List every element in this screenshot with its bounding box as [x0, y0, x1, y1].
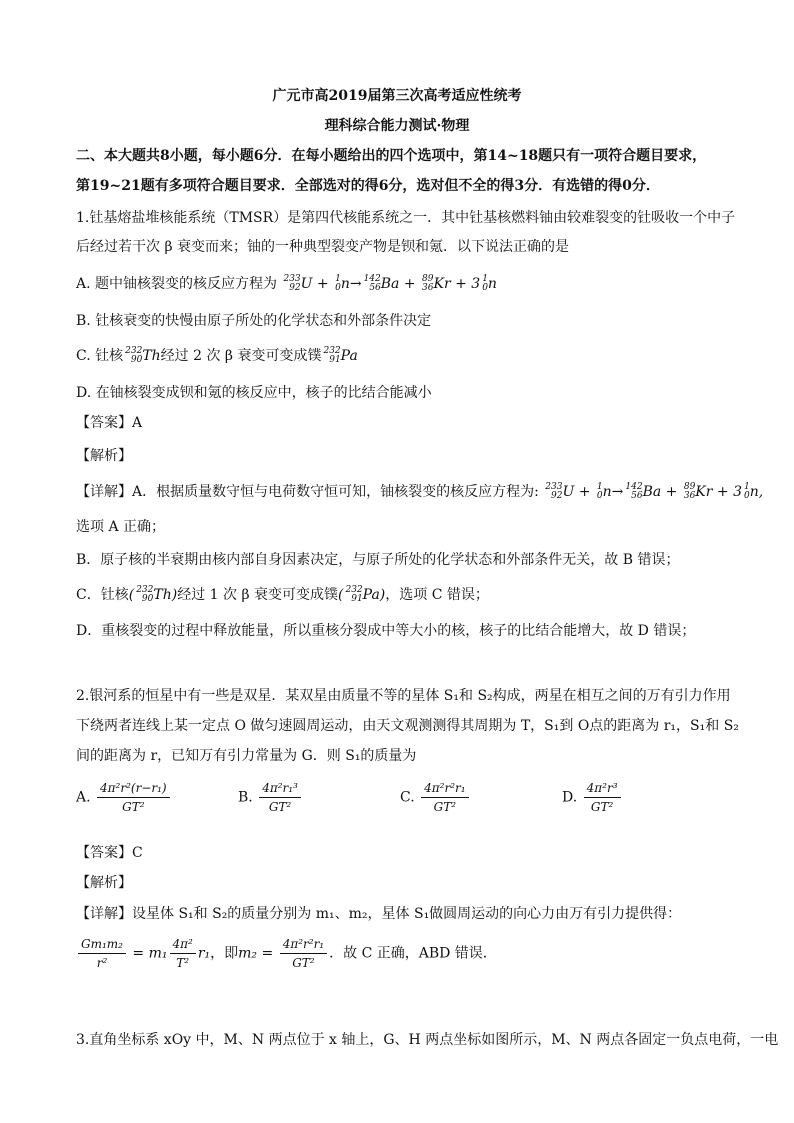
q2-option-d-label: D. [562, 789, 578, 806]
q1-stem-line1: 1.钍基熔盐堆核能系统（TMSR）是第四代核能系统之一．其中钍基核燃料铀由较难裂变的钍吸收一个中子 [76, 210, 736, 226]
q2-option-b-label: B. [238, 789, 253, 806]
q1-detail-c-label: C．钍核 [76, 587, 129, 603]
q1-detail-d: D．重核裂变的过程中释放能量，所以重核分裂成中等大小的核，核子的比结合能增大，故 D 错误； [76, 623, 696, 639]
q1-answer: 【答案】A [76, 415, 143, 431]
q1-option-b: B. 钍核衰变的快慢由原子所处的化学状态和外部条件决定 [76, 313, 432, 329]
q1-option-a [76, 274, 497, 294]
q2-detail-formula-3: $\frac{\text{4π²r²r₁}}{\text{GT²}}$ [280, 937, 327, 970]
q2-stem-line2: 下绕两者连线上某一定点 O 做匀速圆周运动，由天文观测测得其周期为 T，S₁到 O点的距离为 r₁，S₁和 S₂ [76, 718, 739, 734]
q1-detail-c [76, 585, 489, 605]
q2-option-d-formula: $\frac{\text{4π²r³}}{\text{GT²}}$ [584, 781, 621, 814]
q1-detail-line1 [76, 482, 763, 502]
pa-nuclide: 232 91 Pa [323, 346, 358, 365]
pa-nuclide-detail: ( 232 91 Pa) [338, 585, 386, 604]
q2-option-b [238, 781, 303, 814]
q1-option-a-equation: 233 92 U + 1 0 n→ 142 56 Ba + 89 36 Kr + 3 1 0 n [283, 274, 497, 293]
q2-option-a-label: A. [76, 789, 91, 806]
q1-option-c-text: 经过 2 次 β 衰变可变成镤 [160, 348, 322, 364]
q1-option-d: D. 在铀核裂变成钡和氪的核反应中，核子的比结合能减小 [76, 385, 432, 401]
q2-option-c-label: C. [400, 789, 415, 806]
q2-option-c [400, 781, 471, 814]
q2-detail-conclusion: ．故 C 正确，ABD 错误． [329, 945, 497, 962]
q1-option-a-label: A. 题中铀核裂变的核反应方程为 [76, 276, 278, 292]
q2-stem-line3: 间的距离为 r，已知万有引力常量为 G．则 S₁的质量为 [76, 748, 417, 764]
q2-detail-line1: 【详解】设星体 S₁和 S₂的质量分别为 m₁、m₂，星体 S₁做圆周运动的向心力由万有引力提供得： [76, 906, 682, 922]
q1-option-c-label: C. 钍核 [76, 348, 124, 364]
q2-answer: 【答案】C [76, 845, 143, 861]
q1-detail-b: B．原子核的半衰期由核内部自身因素决定，与原子所处的化学状态和外部条件无关，故 B 错误； [76, 552, 680, 568]
q1-stem-line2: 后经过若干次 β 衰变而来；铀的一种典型裂变产物是钡和氪．以下说法正确的是 [76, 239, 569, 255]
exam-subtitle: 理科综合能力测试·物理 [324, 118, 470, 134]
q2-detail-formula-2: $\frac{\text{4π²}}{\text{T²}}$ [170, 937, 196, 970]
q2-detail-line2: $\frac{\text{Gm₁m₂}}{\text{r²}}$ = m₁ $\frac{\text{4π²}}{\text{T²}}$ r₁，即m₂ = $\frac{\text{4π²r²r₁}}{\text{GT²}}$ ．故 C 正确，ABD 错误． [76, 937, 497, 970]
q2-detail-connector: ，即 [210, 945, 239, 962]
q1-option-c [76, 346, 358, 366]
q2-analysis-label: 【解析】 [76, 875, 132, 891]
q1-detail-c-text: 经过 1 次 β 衰变可变成镤 [177, 587, 339, 603]
th-nuclide-detail: ( 232 90 Th) [128, 585, 178, 604]
q1-analysis-label: 【解析】 [76, 448, 132, 464]
q2-option-d [562, 781, 623, 814]
q3-stem-line1: 3.直角坐标系 xOy 中，M、N 两点位于 x 轴上，G、H 两点坐标如图所示，M、N 两点各固定一负点电荷，一电 [76, 1032, 779, 1048]
th-nuclide: 232 90 Th [125, 346, 161, 365]
q2-option-c-formula: $\frac{\text{4π²r²r₁}}{\text{GT²}}$ [421, 781, 468, 814]
q2-stem-line1: 2.银河系的恒星中有一些是双星．某双星由质量不等的星体 S₁和 S₂构成，两星在相互之间的万有引力作用 [76, 688, 731, 704]
section-instructions-line2: 第19~21题有多项符合题目要求．全部选对的得6分，选对但不全的得3分．有选错的得0分． [76, 178, 660, 194]
q2-option-a-formula: $\frac{\text{4π²r²(r−r₁)}}{\text{GT²}}$ [97, 781, 170, 814]
exam-title: 广元市高2019届第三次高考适应性统考 [272, 88, 522, 104]
q1-detail-text: 【详解】A．根据质量数守恒与电荷数守恒可知，铀核裂变的核反应方程为: [76, 484, 539, 500]
q2-detail-formula-1: $\frac{\text{Gm₁m₂}}{\text{r²}}$ [78, 937, 126, 970]
q1-detail-line2: 选项 A 正确； [76, 519, 166, 535]
q2-option-a [76, 781, 172, 814]
q1-detail-c-tail: ，选项 C 错误； [385, 587, 489, 603]
section-instructions-line1: 二、本大题共8小题，每小题6分．在每小题给出的四个选项中，第14~18题只有一项符合题目要求， [76, 148, 707, 164]
q2-option-b-formula: $\frac{\text{4π²r₁³}}{\text{GT²}}$ [259, 781, 301, 814]
q1-detail-equation: 233 92 U + 1 0 n→ 142 56 Ba + 89 36 Kr + 3 1 0 n, [545, 482, 764, 501]
